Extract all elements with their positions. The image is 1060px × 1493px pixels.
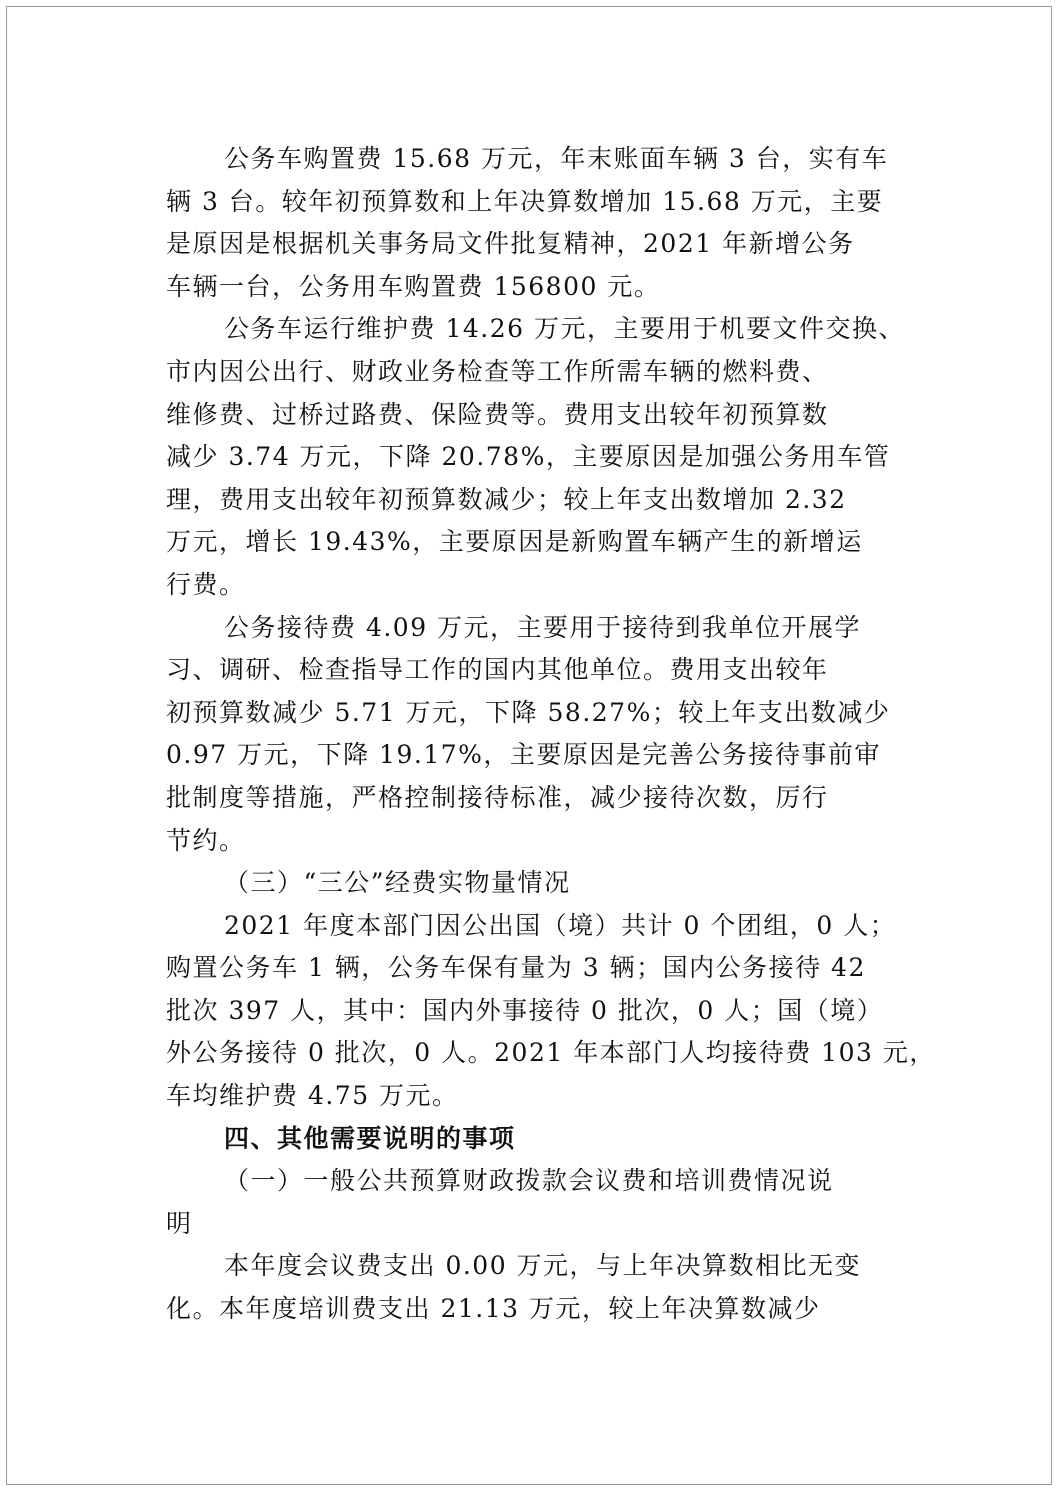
text-line: （一）一般公共预算财政拨款会议费和培训费情况说	[224, 1166, 834, 1196]
text-line: 本年度会议费支出 0.00 万元，与上年决算数相比无变	[224, 1251, 862, 1281]
document-body	[166, 138, 936, 1331]
text-line: 是原因是根据机关事务局文件批复精神，2021 年新增公务	[166, 229, 855, 259]
text-line: 车均维护费 4.75 万元。	[166, 1081, 459, 1111]
text-line: 四、其他需要说明的事项	[224, 1123, 516, 1153]
text-line: 购置公务车 1 辆，公务车保有量为 3 辆；国内公务接待 42	[166, 953, 866, 983]
text-line: 辆 3 台。较年初预算数和上年决算数增加 15.68 万元，主要	[166, 186, 884, 216]
heading-other-matters	[166, 1118, 906, 1161]
text-line: 公务车购置费 15.68 万元，年末账面车辆 3 台，实有车	[224, 144, 889, 173]
text-line: 化。本年度培训费支出 21.13 万元，较上年决算数减少	[166, 1294, 821, 1324]
text-line: 市内因公出行、财政业务检查等工作所需车辆的燃料费、	[166, 356, 829, 386]
text-line: 节约。	[166, 825, 246, 855]
text-line: （三）“三公”经费实物量情况	[224, 868, 571, 898]
heading-three-public-quantities	[166, 862, 906, 905]
para-meeting-training	[166, 1245, 906, 1330]
text-line: 批制度等措施，严格控制接待标准，减少接待次数，厉行	[166, 782, 829, 812]
text-line: 批次 397 人，其中：国内外事接待 0 批次，0 人；国（境）	[166, 995, 884, 1025]
text-line: 明	[166, 1208, 193, 1238]
para-quantities	[166, 905, 936, 1118]
text-line: 2021 年度本部门因公出国（境）共计 0 个团组，0 人；	[224, 910, 897, 940]
para-reception	[166, 607, 906, 863]
text-line: 公务车运行维护费 14.26 万元，主要用于机要文件交换、	[224, 314, 905, 344]
text-line: 0.97 万元，下降 19.17%，主要原因是完善公务接待事前审	[166, 740, 881, 770]
text-line: 万元，增长 19.43%，主要原因是新购置车辆产生的新增运	[166, 527, 863, 557]
text-line: 理，费用支出较年初预算数减少；较上年支出数增加 2.32	[166, 484, 847, 514]
text-line: 行费。	[166, 569, 246, 599]
text-line: 习、调研、检查指导工作的国内其他单位。费用支出较年	[166, 655, 829, 685]
text-line: 车辆一台，公务用车购置费 156800 元。	[166, 271, 661, 301]
text-line: 减少 3.74 万元，下降 20.78%，主要原因是加强公务用车管	[166, 442, 891, 472]
text-line: 外公务接待 0 批次，0 人。2021 年本部门人均接待费 103 元，	[166, 1038, 936, 1068]
para-vehicle-purchase	[166, 138, 906, 308]
text-line: 公务接待费 4.09 万元，主要用于接待到我单位开展学	[224, 612, 862, 642]
heading-meeting-training	[166, 1160, 906, 1245]
text-line: 初预算数减少 5.71 万元，下降 58.27%；较上年支出数减少	[166, 697, 891, 727]
text-line: 维修费、过桥过路费、保险费等。费用支出较年初预算数	[166, 399, 829, 429]
para-vehicle-maintenance	[166, 308, 906, 606]
